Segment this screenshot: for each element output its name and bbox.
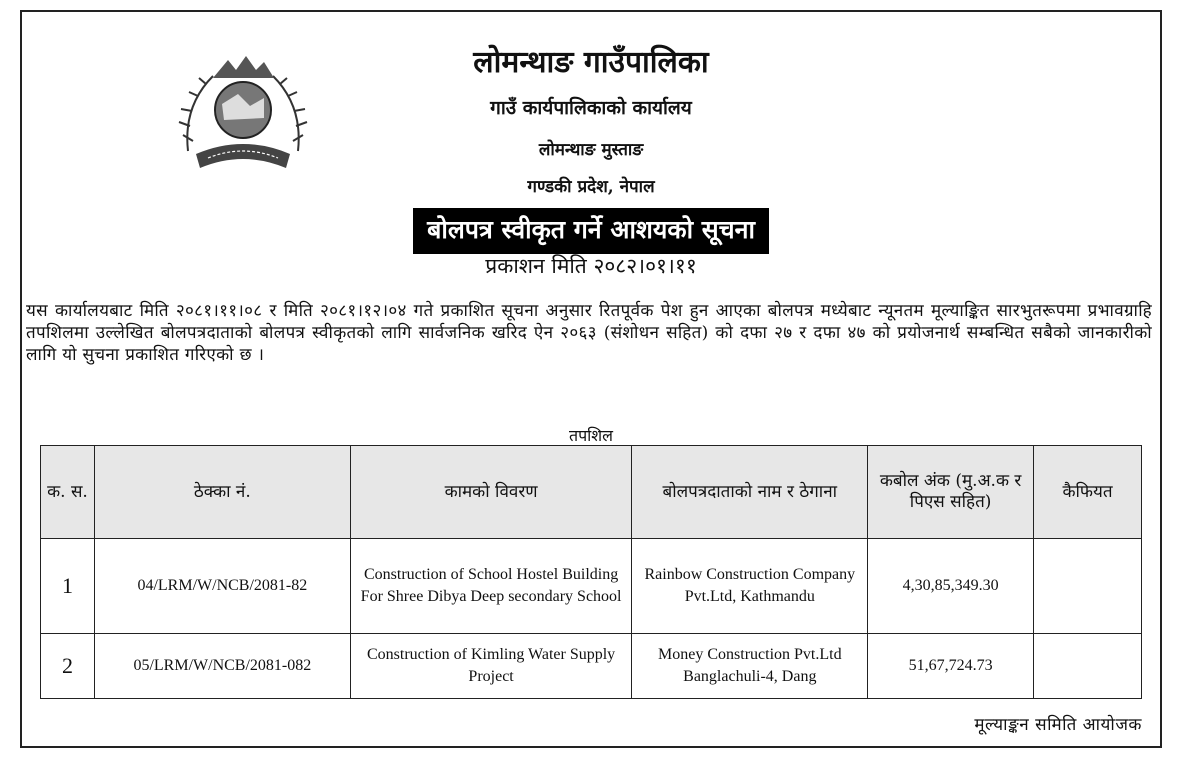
- row-contract-no: 05/LRM/W/NCB/2081-082: [94, 634, 350, 699]
- header-amount: कबोल अंक (मु.अ.क र पिएस सहित): [868, 446, 1034, 539]
- row-sn: 2: [41, 634, 95, 699]
- row-remarks: [1034, 634, 1142, 699]
- table-row: [41, 634, 1142, 699]
- row-contract-no: 04/LRM/W/NCB/2081-82: [94, 539, 350, 634]
- header-remarks: कैफियत: [1034, 446, 1142, 539]
- notice-heading: बोलपत्र स्वीकृत गर्ने आशयको सूचना: [413, 208, 769, 254]
- signatory: मूल्याङ्कन समिति आयोजक: [974, 715, 1142, 735]
- schedule-label: तपशिल: [568, 426, 614, 445]
- row-sn: 1: [41, 539, 95, 634]
- table-header-row: [41, 446, 1142, 539]
- row-bidder: Money Construction Pvt.Ltd Banglachuli-4, Dang: [632, 634, 868, 699]
- header-work-description: कामको विवरण: [350, 446, 632, 539]
- office-name: गाउँ कार्यपालिकाको कार्यालय: [490, 97, 692, 119]
- table-row: [41, 539, 1142, 634]
- province-country: गण्डकी प्रदेश, नेपाल: [527, 177, 655, 197]
- office-location: लोमन्थाङ मुस्ताङ: [538, 140, 644, 160]
- publication-date: प्रकाशन मिति २०८२।०१।११: [485, 254, 697, 278]
- row-amount: 4,30,85,349.30: [868, 539, 1034, 634]
- bid-table: [40, 445, 1142, 699]
- row-bidder: Rainbow Construction Company Pvt.Ltd, Kathmandu: [632, 539, 868, 634]
- row-remarks: [1034, 539, 1142, 634]
- header-sn: क. स.: [41, 446, 95, 539]
- row-work-description: Construction of School Hostel Building For Shree Dibya Deep secondary School: [350, 539, 632, 634]
- row-work-description: Construction of Kimling Water Supply Project: [350, 634, 632, 699]
- header-bidder: बोलपत्रदाताको नाम र ठेगाना: [632, 446, 868, 539]
- row-amount: 51,67,724.73: [868, 634, 1034, 699]
- header-contract-no: ठेक्का नं.: [94, 446, 350, 539]
- municipality-title: लोमन्थाङ गाउँपालिका: [473, 45, 709, 80]
- notice-body: यस कार्यालयबाट मिति २०८१।११।०८ र मिति २०८१।१२।०४ गते प्रकाशित सूचना अनुसार रितपूर्वक पेश हुन आएका बोलपत्र मध्येबाट न्यूनतम मूल्याङ्कित सारभुतरूपमा प्रभावग्राहि तपशिलमा उल्लेखित बोलपत्रदाताको बोलपत्र स्वीकृतको लागि सार्वजनिक खरिद ऐन २०६३ (संशोधन सहित) को दफा २७ र दफा ४७ को प्रयोजनार्थ सम्बन्धित सबैको जानकारीको लागि यो सुचना प्रकाशित गरिएको छ ।: [26, 301, 1152, 365]
